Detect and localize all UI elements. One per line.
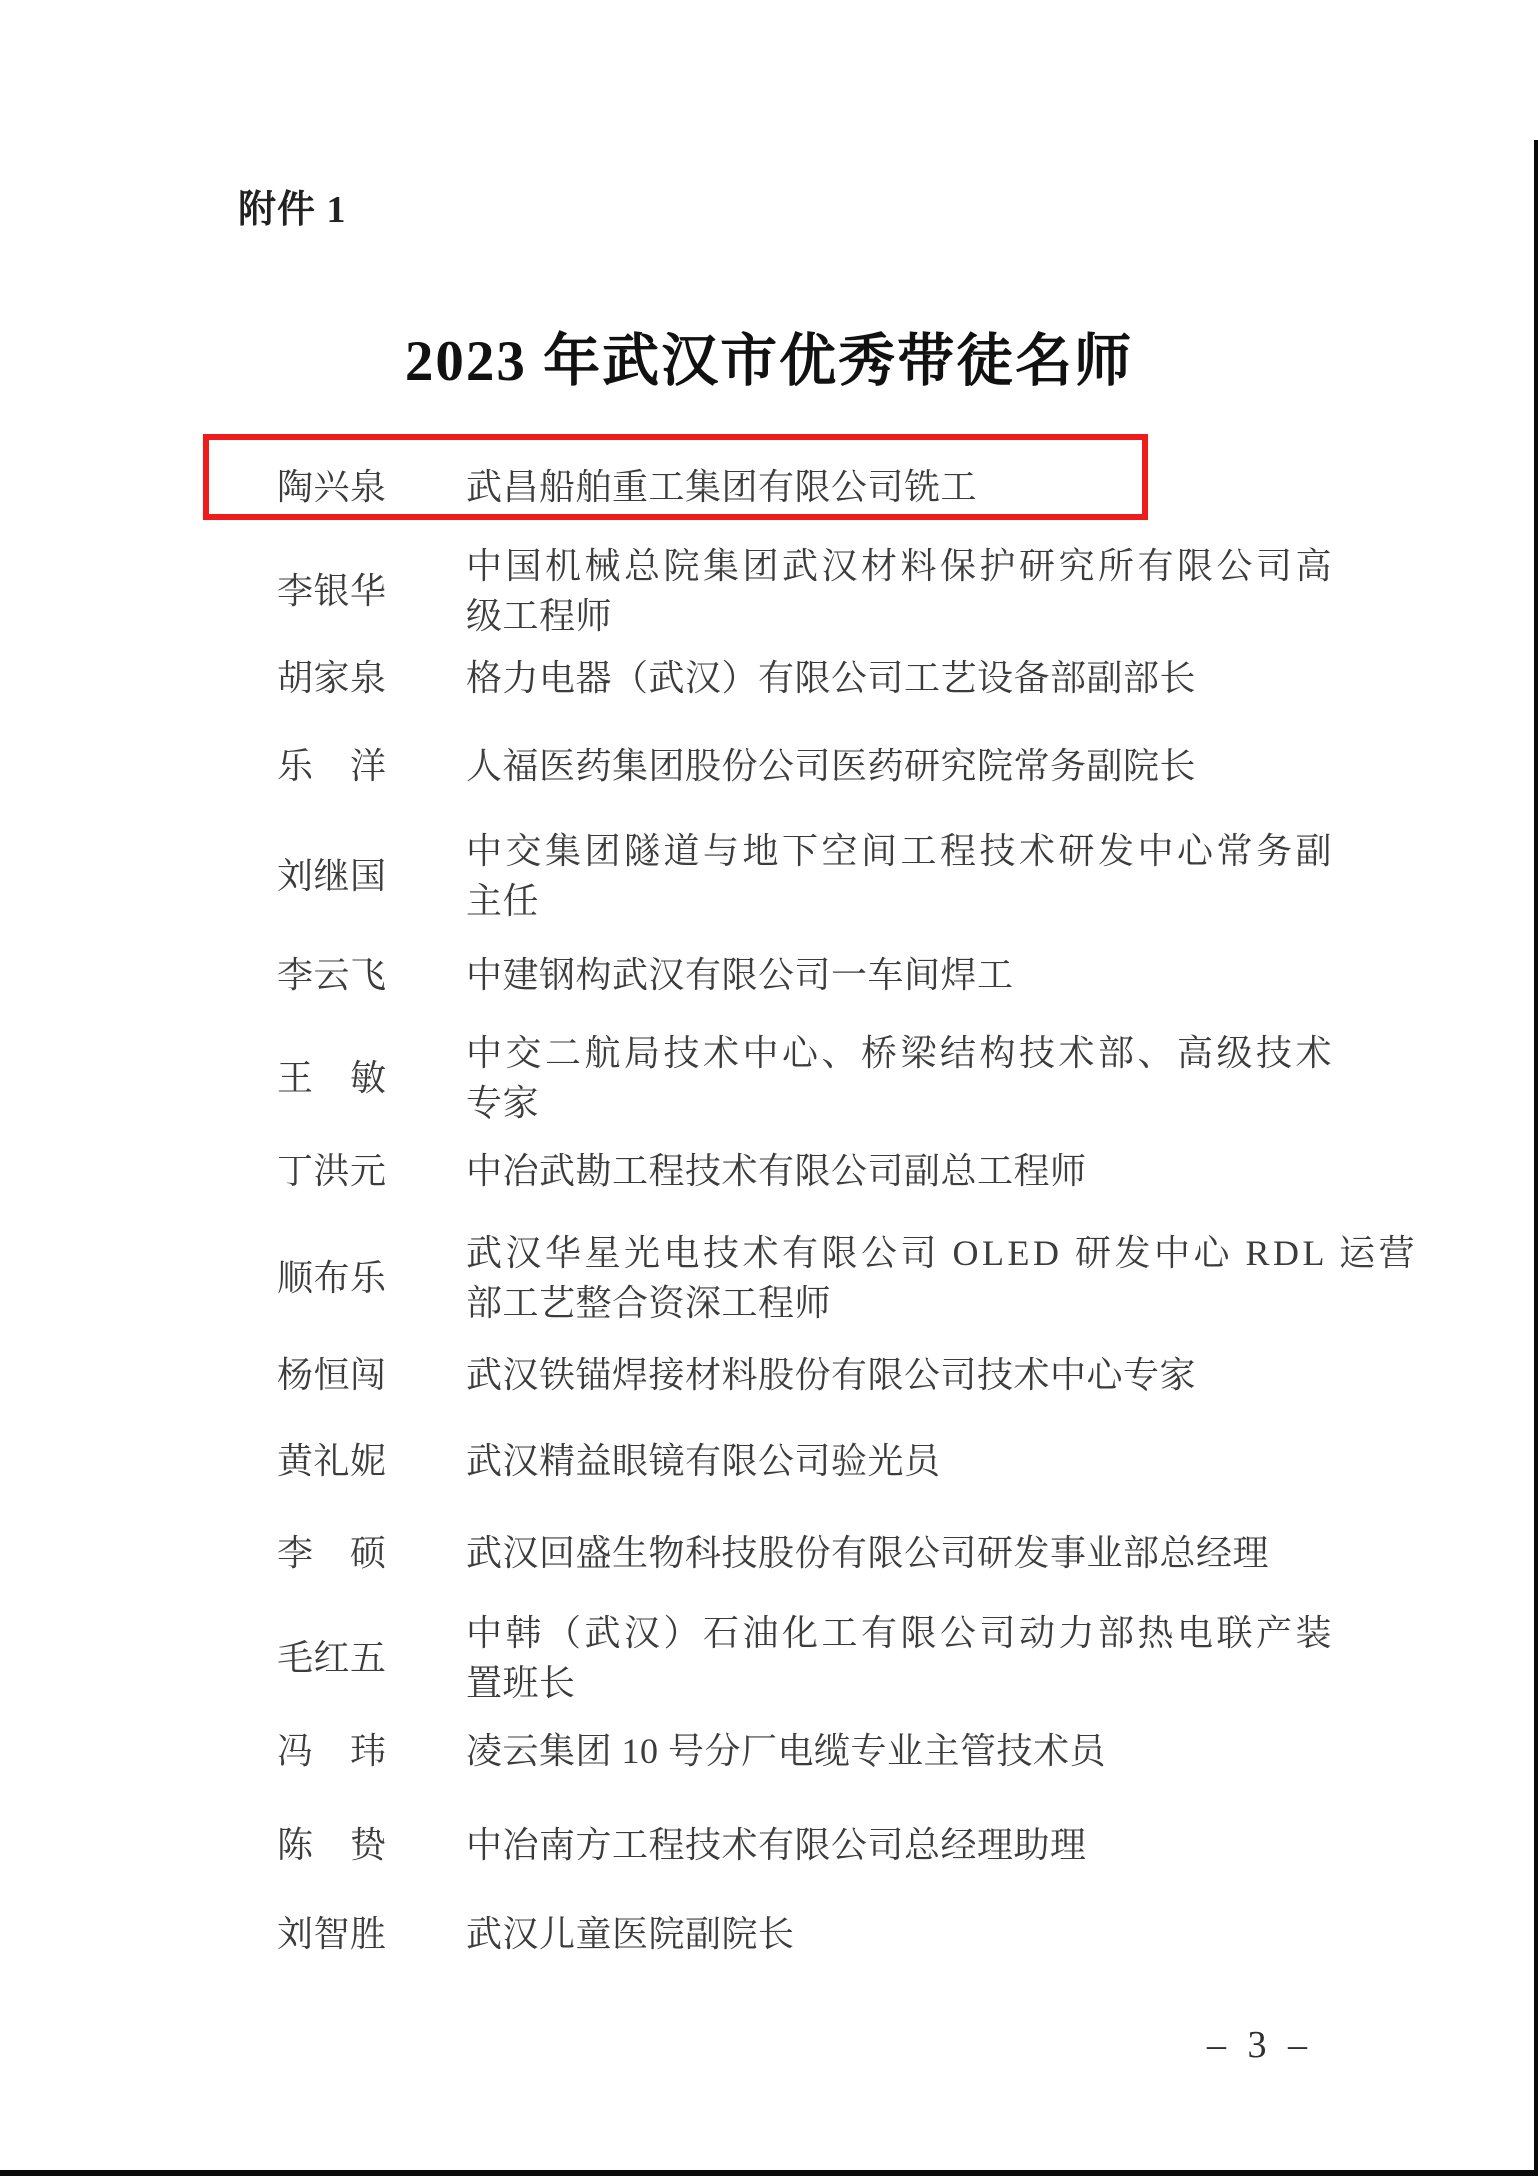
entry-org-line: 武汉回盛生物科技股份有限公司研发事业部总经理 [466,1533,1270,1573]
entry-name: 刘继国 [277,856,387,896]
entry-org [466,1909,1397,1959]
entry-name: 王 敏 [277,1058,387,1098]
entry-org-line: 置班长 [466,1663,576,1703]
entry-name: 杨恒闯 [277,1355,387,1395]
entry-org [466,541,1397,641]
entry-org [466,950,1397,1000]
attachment-label: 附件 1 [238,189,347,231]
entry-name: 李 硕 [277,1533,387,1573]
entry-name: 陈 贽 [277,1825,387,1865]
entry-org-line: 格力电器（武汉）有限公司工艺设备部副部长 [466,658,1197,698]
entry-org [466,1228,1419,1328]
entry-org [466,1726,1397,1776]
entry-org-line: 凌云集团 10 号分厂电缆专业主管技术员 [466,1731,1107,1771]
screenshot-edge-bottom [0,2170,1538,2176]
entry-row [277,950,1397,1000]
entry-org-line: 中冶南方工程技术有限公司总经理助理 [466,1825,1087,1865]
entry-name: 丁洪元 [277,1151,387,1191]
entry-org-line: 中国机械总院集团武汉材料保护研究所有限公司高 [466,546,1336,586]
entry-row [277,1608,1397,1708]
entry-row [277,1350,1397,1400]
entry-row [277,1228,1419,1328]
entry-row [277,462,1397,512]
entry-org-line: 武昌船舶重工集团有限公司铣工 [466,467,978,507]
screenshot-edge-right [1534,140,1538,2176]
entry-name: 李银华 [277,571,387,611]
entry-org-line: 人福医药集团股份公司医药研究院常务副院长 [466,746,1197,786]
entry-row [277,741,1397,791]
entry-org-line: 级工程师 [466,596,613,636]
entry-name: 黄礼妮 [277,1441,387,1481]
entry-row [277,826,1397,926]
entry-name: 乐 洋 [277,746,387,786]
entry-name: 李云飞 [277,955,387,995]
entry-org-line: 武汉精益眼镜有限公司验光员 [466,1441,941,1481]
entry-name: 顺布乐 [277,1258,387,1298]
entry-org [466,1436,1397,1486]
entry-org-line: 部工艺整合资深工程师 [466,1283,832,1323]
entry-row [277,653,1397,703]
entry-org-line: 武汉华星光电技术有限公司 OLED 研发中心 RDL 运营 [466,1233,1419,1273]
entry-org [466,1146,1397,1196]
entry-org [466,1028,1397,1128]
entry-org-line: 中交集团隧道与地下空间工程技术研发中心常务副 [466,831,1336,871]
entry-org-line: 专家 [466,1083,540,1123]
entry-name: 刘智胜 [277,1914,387,1954]
document-title: 2023 年武汉市优秀带徒名师 [404,330,1134,393]
entry-org [466,1820,1397,1870]
entry-name: 陶兴泉 [277,467,387,507]
page-number: – 3 – [1207,2024,1313,2066]
entry-org [466,462,1397,512]
entry-org-line: 中冶武勘工程技术有限公司副总工程师 [466,1151,1087,1191]
entry-org-line: 主任 [466,881,540,921]
entry-org [466,1350,1397,1400]
entry-row [277,1909,1397,1959]
entry-row [277,1146,1397,1196]
entry-name: 毛红五 [277,1638,387,1678]
entry-row [277,1820,1397,1870]
entry-org-line: 中交二航局技术中心、桥梁结构技术部、高级技术 [466,1033,1336,1073]
entry-org-line: 中韩（武汉）石油化工有限公司动力部热电联产装 [466,1613,1336,1653]
entry-org [466,741,1397,791]
entry-org [466,1528,1397,1578]
entry-org [466,653,1397,703]
entry-row [277,1726,1397,1776]
entry-org-line: 武汉儿童医院副院长 [466,1914,795,1954]
entry-name: 冯 玮 [277,1731,387,1771]
entry-org [466,1608,1397,1708]
entry-row [277,1528,1397,1578]
entry-row [277,1436,1397,1486]
entry-row [277,541,1397,641]
entry-name: 胡家泉 [277,658,387,698]
entry-org-line: 中建钢构武汉有限公司一车间焊工 [466,955,1014,995]
entry-org [466,826,1397,926]
entry-row [277,1028,1397,1128]
entry-org-line: 武汉铁锚焊接材料股份有限公司技术中心专家 [466,1355,1197,1395]
